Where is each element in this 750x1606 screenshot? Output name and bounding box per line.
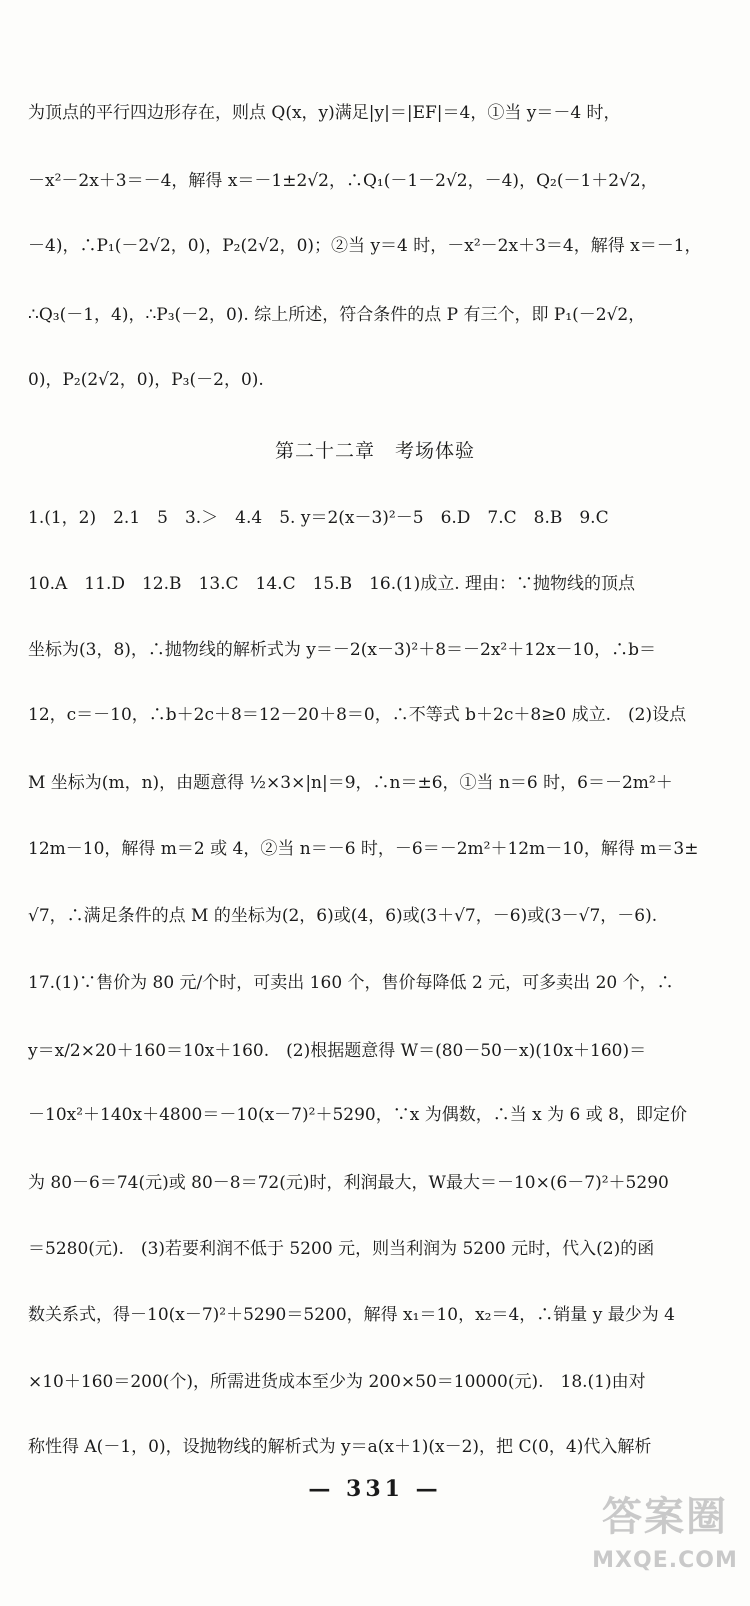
text-line: 坐标为(3，8)，∴抛物线的解析式为 y＝－2(x－3)²＋8＝－2x²＋12x－10，∴b＝: [28, 640, 656, 660]
text-line: ∴Q₃(－1，4)，∴P₃(－2，0). 综上所述，符合条件的点 P 有三个，即 P₁(－2√2，: [28, 305, 646, 325]
page-number: — 331 —: [308, 1476, 442, 1502]
text-line: M 坐标为(m，n)，由题意得 ½×3×|n|＝9，∴n＝±6，①当 n＝6 时，6＝－2m²＋: [28, 773, 673, 793]
text-line: －10x²＋140x＋4800＝－10(x－7)²＋5290，∵x 为偶数，∴当 x 为 6 或 8，即定价: [28, 1105, 687, 1125]
text-line: ×10＋160＝200(个)，所需进货成本至少为 200×50＝10000(元). 18.(1)由对: [28, 1372, 646, 1392]
text-line: 17.(1)∵售价为 80 元/个时，可卖出 160 个，售价每降低 2 元，可多卖出 20 个，∴: [28, 973, 674, 993]
text-line: 为顶点的平行四边形存在，则点 Q(x，y)满足|y|＝|EF|＝4，①当 y＝－4 时，: [28, 103, 621, 123]
text-line: √7，∴满足条件的点 M 的坐标为(2，6)或(4，6)或(3＋√7，－6)或(3－√7，－6).: [28, 906, 658, 926]
text-line: 0)，P₂(2√2，0)，P₃(－2，0).: [28, 370, 264, 390]
watermark-url: MXQE.COM: [592, 1548, 738, 1573]
text-line: 10.A 11.D 12.B 13.C 14.C 15.B 16.(1)成立. 理由：∵抛物线的顶点: [28, 574, 636, 594]
text-line: －4)，∴P₁(－2√2，0)，P₂(2√2，0)；②当 y＝4 时，－x²－2x＋3＝4，解得 x＝－1，: [28, 236, 702, 256]
chapter-heading: 第二十二章 考场体验: [274, 440, 475, 462]
text-line: 12，c＝－10，∴b＋2c＋8＝12－20＋8＝0，∴不等式 b＋2c＋8≥0 成立. (2)设点: [28, 705, 687, 725]
watermark-logo: [590, 1488, 740, 1598]
text-line: 为 80－6＝74(元)或 80－8＝72(元)时，利润最大，W最大＝－10×(6－7)²＋5290: [28, 1173, 669, 1193]
text-line: ＝5280(元). (3)若要利润不低于 5200 元，则当利润为 5200 元时，代入(2)的函: [28, 1239, 655, 1259]
text-line: 称性得 A(－1，0)，设抛物线的解析式为 y＝a(x＋1)(x－2)，把 C(0，4)代入解析: [28, 1437, 652, 1457]
text-line: －x²－2x＋3＝－4，解得 x＝－1±2√2，∴Q₁(－1－2√2，－4)，Q₂(－1＋2√2，: [28, 171, 658, 191]
text-line: 数关系式，得－10(x－7)²＋5290＝5200，解得 x₁＝10，x₂＝4，∴销量 y 最少为 4: [28, 1305, 675, 1325]
watermark-mark: 答案圈: [602, 1494, 728, 1540]
text-line: 12m－10，解得 m＝2 或 4，②当 n＝－6 时，－6＝－2m²＋12m－10，解得 m＝3±: [28, 839, 699, 859]
text-line: y＝x/2×20＋160＝10x＋160. (2)根据题意得 W＝(80－50－x)(10x＋160)＝: [28, 1041, 647, 1061]
text-line: 1.(1，2) 2.1 5 3.＞ 4.4 5. y＝2(x－3)²－5 6.D 7.C 8.B 9.C: [28, 508, 609, 528]
